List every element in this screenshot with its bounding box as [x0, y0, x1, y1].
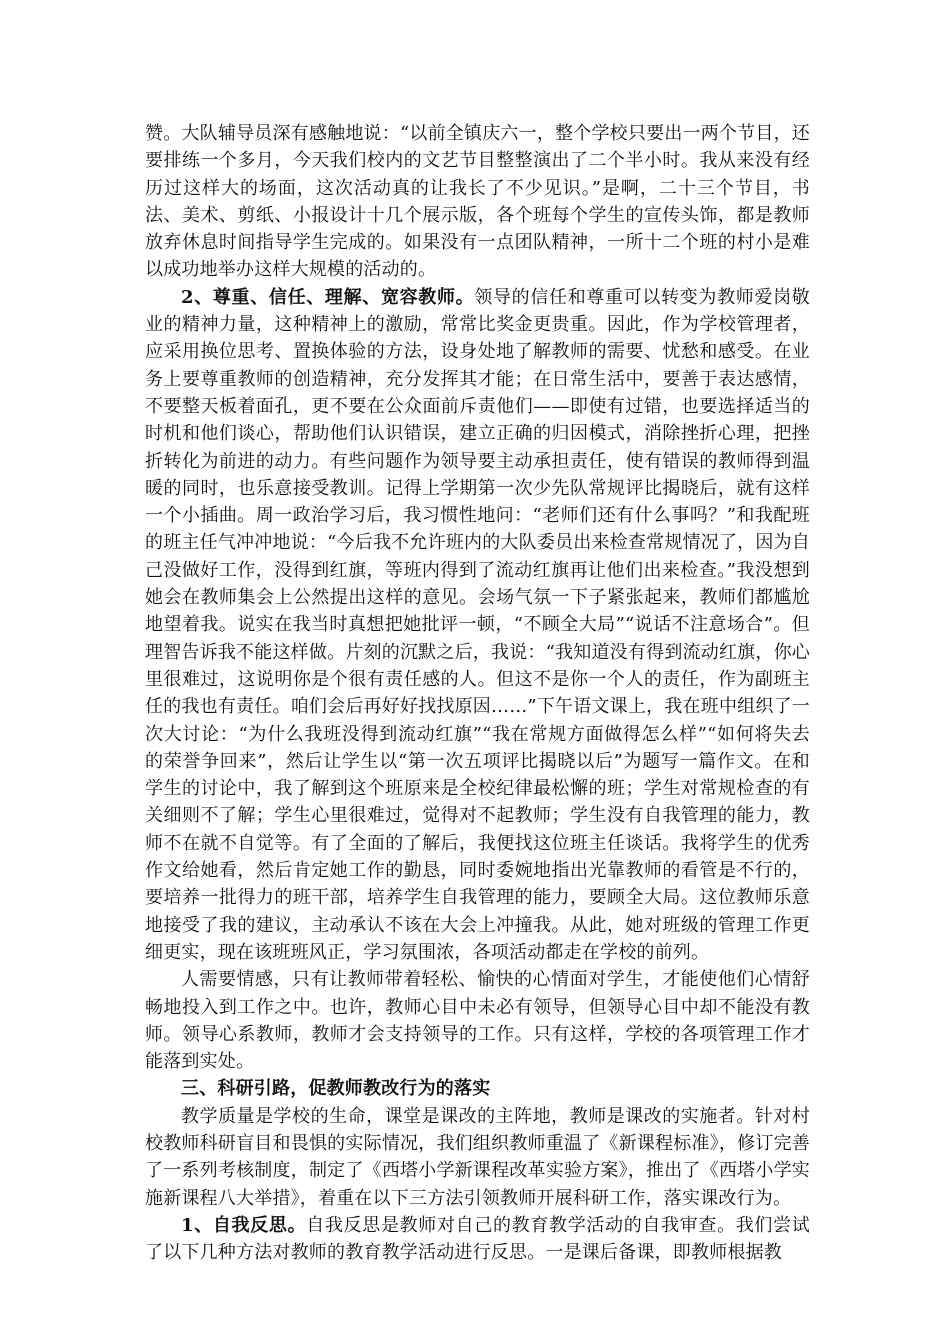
paragraph-4: 教学质量是学校的生命，课堂是课改的主阵地，教师是课改的实施者。针对村校教师科研盲目和畏惧的实际情况，我们组织教师重温了《新课程标准》，修订完善了一系列考核制度，制定了《西塔小学新课程改革实验方案》，推出了《西塔小学实施新课程八大举措》，着重在以下三方法引领教师开展科研工作，落实课改行为。 [145, 1105, 810, 1209]
document-page [145, 120, 810, 1266]
paragraph-2 [145, 284, 810, 966]
paragraph-3: 人需要情感，只有让教师带着轻松、愉快的心情面对学生，才能使他们心情舒畅地投入到工作之中。也许，教师心目中未必有领导，但领导心目中却不能没有教师。领导心系教师，教师才会支持领导的工作。只有这样，学校的各项管理工作才能落到实处。 [145, 969, 810, 1073]
paragraph-1: 赞。大队辅导员深有感触地说：“以前全镇庆六一，整个学校只要出一两个节目，还要排练一个多月，今天我们校内的文艺节目整整演出了二个半小时。我从来没有经历过这样大的场面，这次活动真的让我长了不少见识。”是啊，二十三个节目，书法、美术、剪纸、小报设计十几个展示版，各个班每个学生的宣传头饰，都是教师放弃休息时间指导学生完成的。如果没有一点团队精神，一所十二个班的村小是难以成功地举办这样大规模的活动的。 [145, 123, 810, 281]
paragraph-2-body: 领导的信任和尊重可以转变为教师爱岗敬业的精神力量，这种精神上的激励，常常比奖金更贵重。因此，作为学校管理者，应采用换位思考、置换体验的方法，设身处地了解教师的需要、忧愁和感受。在业务上要尊重教师的创造精神，充分发挥其才能；在日常生活中，要善于表达感情，不要整天板着面孔，更不要在公众面前斥责他们——即使有过错，也要选择适当的时机和他们谈心，帮助他们认识错误，建立正确的归因模式，消除挫折心理，把挫折转化为前进的动力。有些问题作为领导要主动承担责任，使有错误的教师得到温暖的同时，也乐意接受教训。记得上学期第一次少先队常规评比揭晓后，就有这样一个小插曲。周一政治学习后，我习惯性地问：“老师们还有什么事吗？”和我配班的班主任气冲冲地说：“今后我不允许班内的大队委员出来检查常规情况了，因为自己没做好工作，没得到红旗，等班内得到了流动红旗再让他们出来检查。”我没想到她会在教师集会上公然提出这样的意见。会场气氛一下子紧张起来，教师们都尴尬地望着我。说实在我当时真想把她批评一顿，“不顾全大局”“说话不注意场合”。但理智告诉我不能这样做。片刻的沉默之后，我说：“我知道没有得到流动红旗，你心里很难过，这说明你是个很有责任感的人。但这不是你一个人的责任，作为副班主任的我也有责任。咱们会后再好好找找原因……”下午语文课上，我在班中组织了一次大讨论：“为什么我班没得到流动红旗”“我在常规方面做得怎么样”“如何将失去的荣誉争回来”，然后让学生以“第一次五项评比揭晓以后”为题写一篇作文。在和学生的讨论中，我了解到这个班原来是全校纪律最松懈的班；学生对常规检查的有关细则不了解；学生心里很难过，觉得对不起教师；学生没有自我管理的能力，教师不在就不自觉等。有了全面的了解后，我便找这位班主任谈话。我将学生的优秀作文给她看，然后肯定她工作的勤恳，同时委婉地指出光靠教师的看管是不行的，要培养一批得力的班干部，培养学生自我管理的能力，要顾全大局。这位教师乐意地接受了我的建议，主动承认不该在大会上冲撞我。从此，她对班级的管理工作更细更实，现在该班班风正，学习氛围浓，各项活动都走在学校的前列。 [145, 286, 810, 963]
paragraph-2-heading: 2、尊重、信任、理解、宽容教师。 [181, 286, 475, 308]
paragraph-5 [145, 1212, 810, 1267]
paragraph-5-heading: 1、自我反思。 [181, 1214, 307, 1236]
paragraph-5-body: 自我反思是教师对自己的教育教学活动的自我审查。我们尝试了以下几种方法对教师的教育教学活动进行反思。一是课后备课，即教师根据教 [145, 1214, 810, 1264]
section-3-heading: 三、科研引路，促教师教改行为的落实 [181, 1078, 491, 1100]
